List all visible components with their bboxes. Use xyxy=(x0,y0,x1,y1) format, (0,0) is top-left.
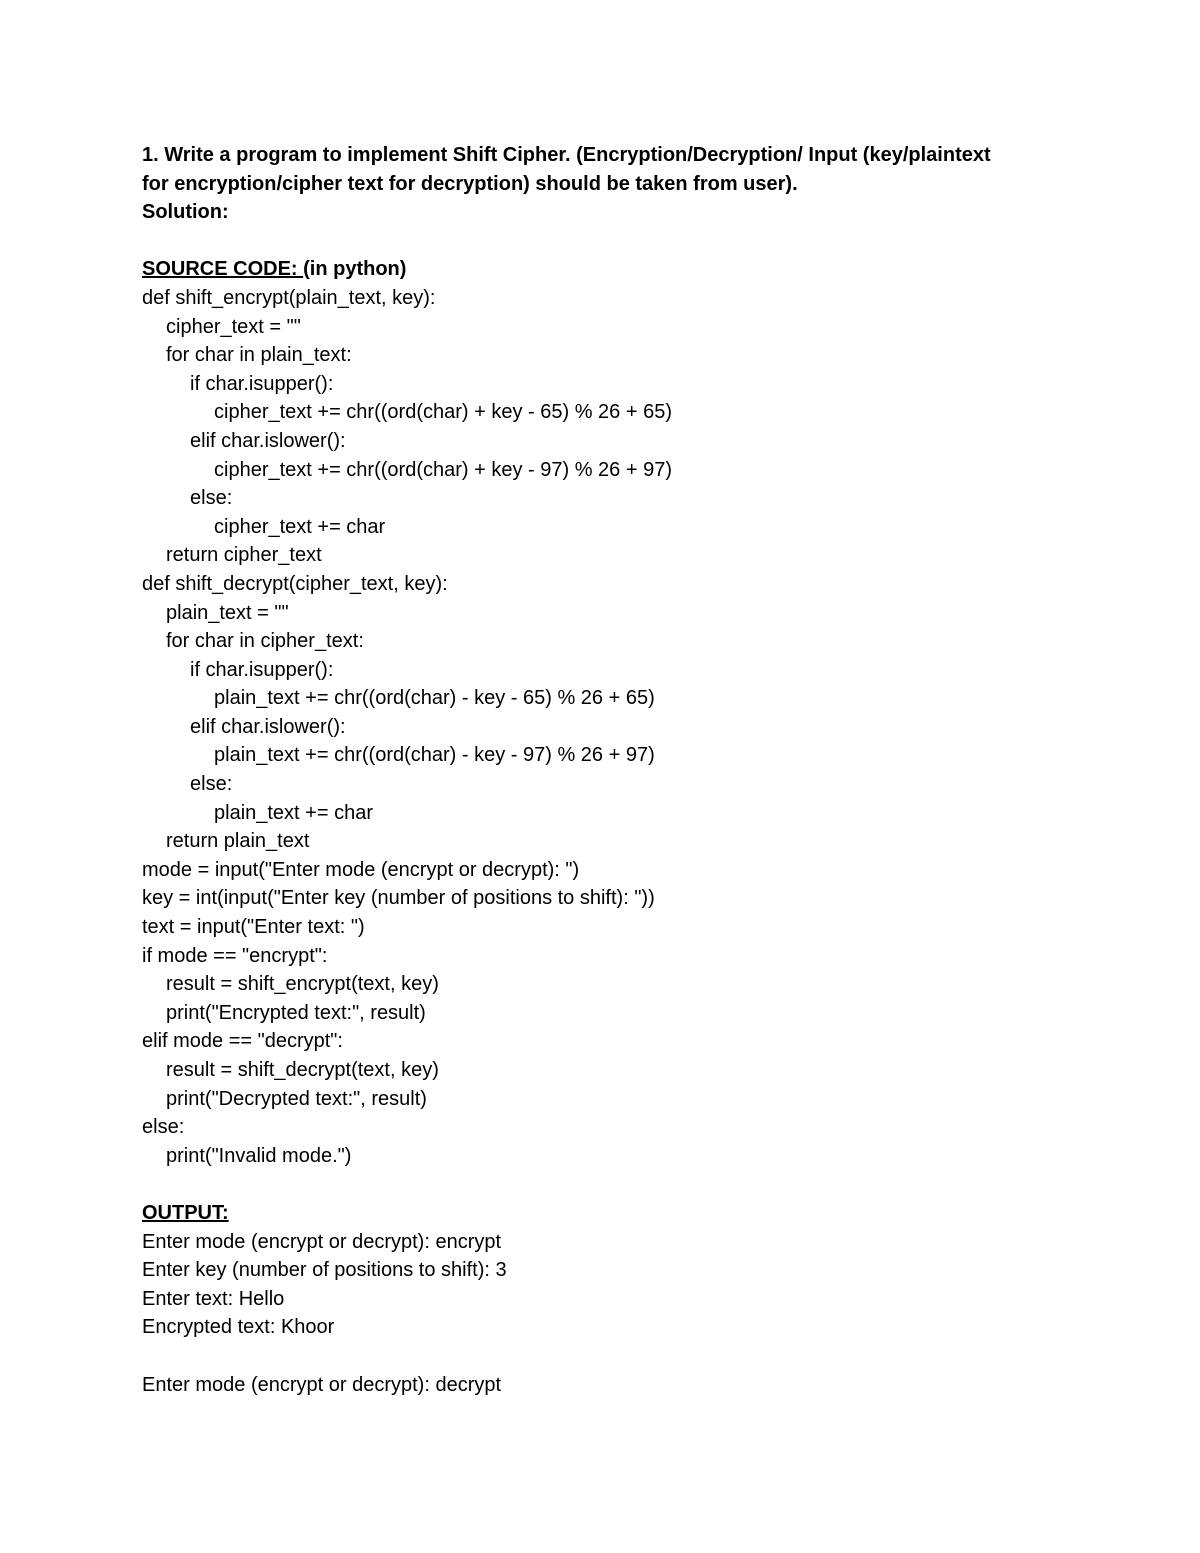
output-heading: OUTPUT: xyxy=(142,1201,229,1224)
code-line: for char in plain_text: xyxy=(166,344,352,367)
code-line: plain_text += chr((ord(char) - key - 97) % 26 + 97) xyxy=(214,744,655,767)
source-code-heading-label: SOURCE CODE: xyxy=(142,258,304,281)
code-line: print("Encrypted text:", result) xyxy=(166,1001,426,1024)
code-block xyxy=(142,284,1102,1170)
code-line: plain_text += chr((ord(char) - key - 65) % 26 + 65) xyxy=(214,687,655,710)
code-line: for char in cipher_text: xyxy=(166,630,364,653)
output-line: Enter mode (encrypt or decrypt): decrypt xyxy=(142,1373,502,1396)
code-line: result = shift_encrypt(text, key) xyxy=(166,973,439,996)
code-line: mode = input("Enter mode (encrypt or decrypt): ") xyxy=(142,858,580,881)
code-line: cipher_text = "" xyxy=(166,315,301,338)
code-line: plain_text = "" xyxy=(166,601,289,624)
code-line: else: xyxy=(190,773,233,796)
code-line: elif mode == "decrypt": xyxy=(142,1030,343,1053)
output-line: Encrypted text: Khoor xyxy=(142,1316,335,1339)
code-line: return plain_text xyxy=(166,830,310,853)
code-line: return cipher_text xyxy=(166,544,322,567)
code-line: cipher_text += char xyxy=(214,515,386,538)
code-line: def shift_decrypt(cipher_text, key): xyxy=(142,572,448,595)
code-line: else: xyxy=(190,487,233,510)
spacer xyxy=(142,227,1102,256)
question-line-2: for encryption/cipher text for decryption) should be taken from user). xyxy=(142,172,798,195)
code-line: print("Invalid mode.") xyxy=(166,1144,352,1167)
code-line: cipher_text += chr((ord(char) + key - 97) % 26 + 97) xyxy=(214,458,672,481)
code-line: else: xyxy=(142,1116,185,1139)
code-line: print("Decrypted text:", result) xyxy=(166,1087,427,1110)
output-line: Enter key (number of positions to shift): 3 xyxy=(142,1259,507,1282)
output-block xyxy=(142,1371,1102,1400)
code-line: plain_text += char xyxy=(214,801,373,824)
code-line: if char.isupper(): xyxy=(190,658,334,681)
document-page xyxy=(142,141,1102,1399)
code-line: if char.isupper(): xyxy=(190,372,334,395)
code-line: elif char.islower(): xyxy=(190,429,346,452)
code-line: cipher_text += chr((ord(char) + key - 65) % 26 + 65) xyxy=(214,401,672,424)
solution-label: Solution: xyxy=(142,201,229,224)
spacer xyxy=(142,1342,1102,1371)
code-line: elif char.islower(): xyxy=(190,715,346,738)
code-line: if mode == "encrypt": xyxy=(142,944,328,967)
source-code-heading xyxy=(142,255,1102,284)
spacer xyxy=(142,1170,1102,1199)
code-line: def shift_encrypt(plain_text, key): xyxy=(142,286,436,309)
source-code-heading-suffix: (in python) xyxy=(303,258,407,281)
question-line-1: 1. Write a program to implement Shift Cipher. (Encryption/Decryption/ Input (key/plaintext xyxy=(142,144,991,166)
output-line: Enter text: Hello xyxy=(142,1287,285,1310)
output-line: Enter mode (encrypt or decrypt): encrypt xyxy=(142,1230,502,1253)
output-block xyxy=(142,1228,1102,1342)
code-line: key = int(input("Enter key (number of positions to shift): ")) xyxy=(142,887,655,910)
code-line: text = input("Enter text: ") xyxy=(142,916,365,939)
code-line: result = shift_decrypt(text, key) xyxy=(166,1059,439,1081)
